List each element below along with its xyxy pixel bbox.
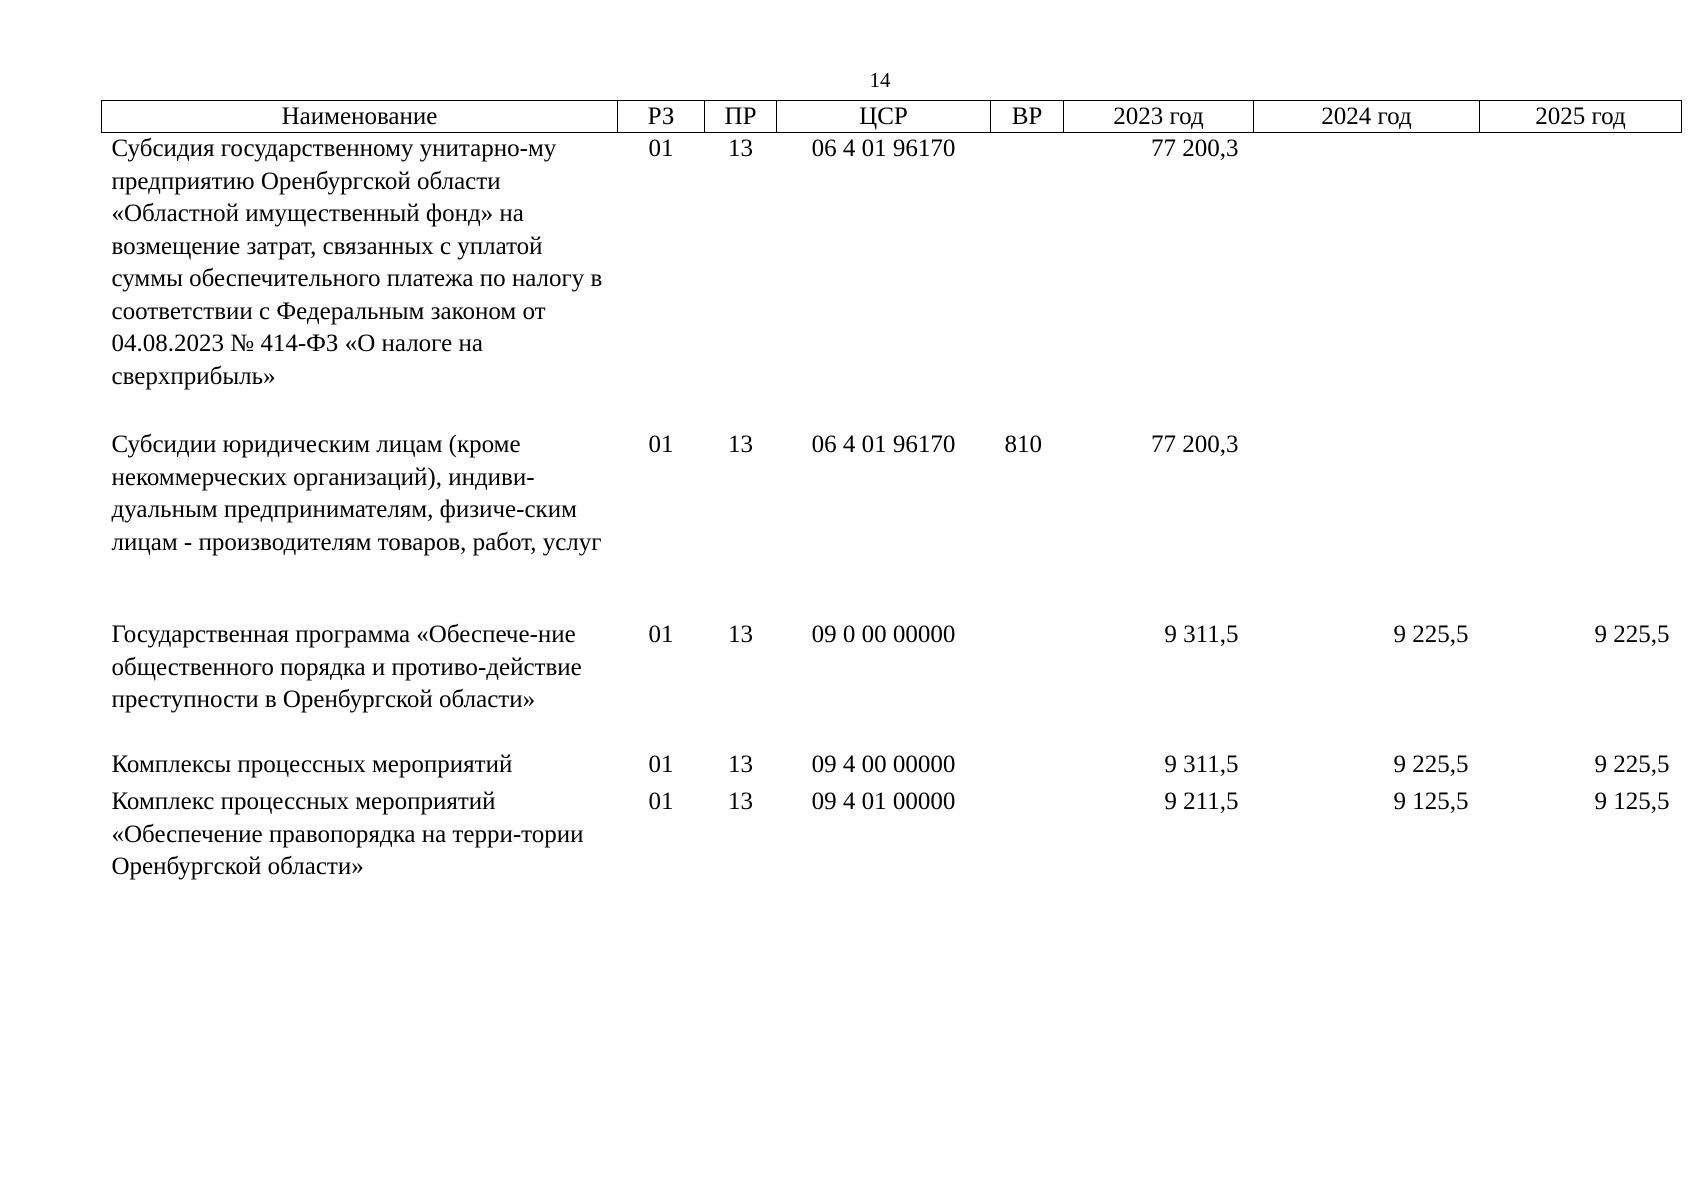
- cell-vr: [991, 619, 1064, 749]
- cell-vr: [991, 749, 1064, 786]
- cell-2024: 9 125,5: [1393, 788, 1469, 815]
- page-number: 14: [869, 68, 891, 92]
- cell-csr: 06 4 01 96170: [811, 431, 956, 458]
- cell-2023: 9 211,5: [1164, 788, 1239, 815]
- header-row: [102, 101, 1682, 133]
- cell-rz: 01: [648, 621, 674, 648]
- cell-2023: 9 311,5: [1164, 621, 1239, 648]
- table-body: [102, 133, 1682, 887]
- header-name: Наименование: [102, 101, 618, 133]
- cell-rz: 01: [648, 788, 674, 815]
- cell-vr: [991, 786, 1064, 886]
- cell-csr: 06 4 01 96170: [811, 135, 956, 162]
- cell-2024: [1254, 429, 1480, 619]
- cell-name: Государственная программа «Обеспече-ние общественного порядка и противо-действие преступности в Оренбургской области»: [111, 621, 582, 713]
- table-row: [102, 786, 1682, 886]
- cell-2024: 9 225,5: [1393, 751, 1469, 778]
- cell-2025: 9 225,5: [1594, 751, 1670, 778]
- cell-2024: [1254, 133, 1480, 430]
- cell-name: Комплекс процессных мероприятий «Обеспечение правопорядка на терри-тории Оренбургской области»: [111, 788, 584, 880]
- cell-2025: [1480, 133, 1682, 430]
- table-row: [102, 429, 1682, 619]
- header-2024: 2024 год: [1254, 101, 1480, 133]
- cell-rz: 01: [648, 135, 674, 162]
- cell-2023: 77 200,3: [1151, 135, 1239, 162]
- cell-pr: 13: [728, 621, 753, 648]
- header-vr: ВР: [991, 101, 1064, 133]
- cell-name: Субсидии юридическим лицам (кроме некоммерческих организаций), индиви-дуальным предпринимателям, физиче-ским лицам - производителям товаров, работ, услуг: [111, 431, 602, 556]
- cell-2024: 9 225,5: [1393, 621, 1469, 648]
- cell-csr: 09 4 00 00000: [811, 751, 956, 778]
- cell-vr: [991, 133, 1064, 430]
- cell-pr: 13: [728, 431, 753, 458]
- cell-2025: [1480, 429, 1682, 619]
- header-rz: РЗ: [618, 101, 705, 133]
- cell-2025: 9 225,5: [1594, 621, 1670, 648]
- cell-2023: 77 200,3: [1151, 431, 1239, 458]
- table-row: [102, 619, 1682, 749]
- cell-pr: 13: [728, 135, 753, 162]
- cell-csr: 09 0 00 00000: [811, 621, 956, 648]
- cell-pr: 13: [728, 788, 753, 815]
- header-csr: ЦСР: [777, 101, 991, 133]
- table-header: [102, 101, 1682, 133]
- cell-pr: 13: [728, 751, 753, 778]
- header-2023: 2023 год: [1064, 101, 1254, 133]
- cell-rz: 01: [648, 751, 674, 778]
- cell-csr: 09 4 01 00000: [811, 788, 956, 815]
- cell-rz: 01: [648, 431, 674, 458]
- table-row: [102, 749, 1682, 786]
- header-pr: ПР: [705, 101, 777, 133]
- cell-2023: 9 311,5: [1164, 751, 1239, 778]
- cell-name: Субсидия государственному унитарно-му предприятию Оренбургской области «Областной имущественный фонд» на возмещение затрат, связанных с уплатой суммы обеспечительного платежа по налогу в соответствии с Федеральным законом от 04.08.2023 № 414-ФЗ «О налоге на сверхприбыль»: [111, 135, 603, 390]
- header-2025: 2025 год: [1480, 101, 1682, 133]
- table-row: [102, 133, 1682, 430]
- cell-name: Комплексы процессных мероприятий: [111, 751, 513, 778]
- budget-table: [101, 100, 1682, 886]
- cell-2025: 9 125,5: [1594, 788, 1670, 815]
- cell-vr: 810: [1004, 431, 1042, 458]
